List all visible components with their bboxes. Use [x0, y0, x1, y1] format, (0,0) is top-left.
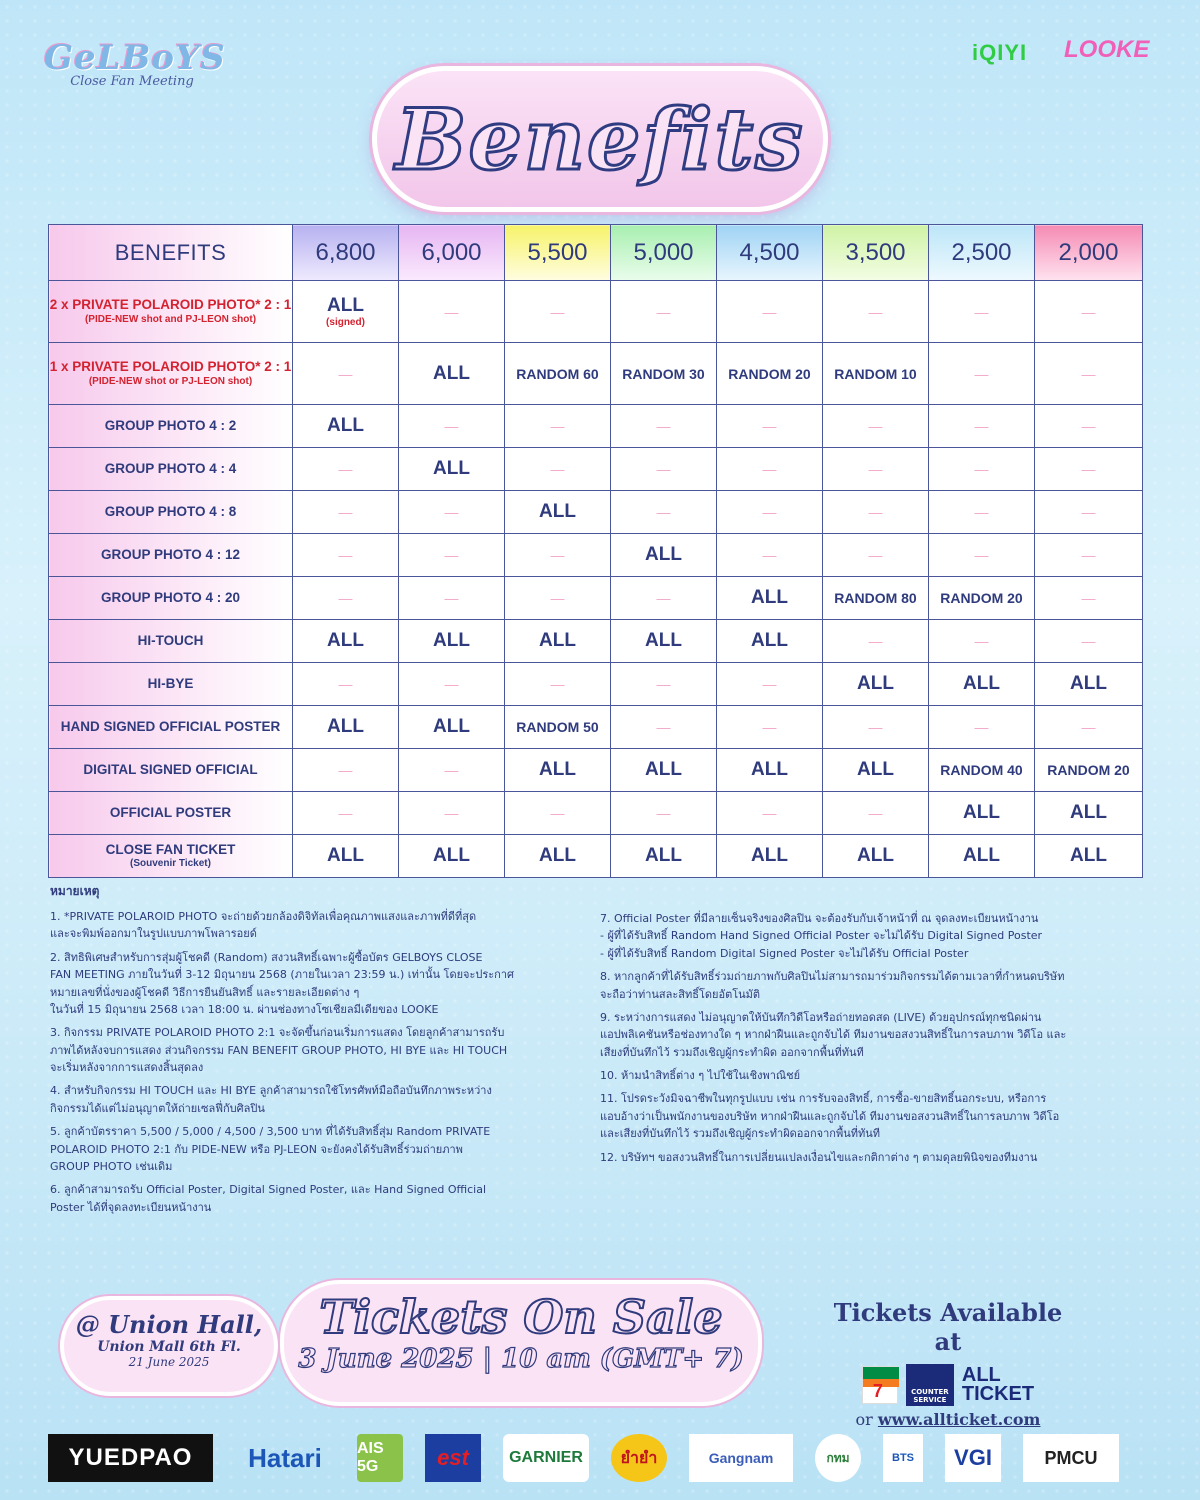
- benefit-cell: —: [293, 448, 399, 491]
- notes-title: หมายเหตุ: [50, 884, 100, 898]
- benefit-cell: —: [293, 792, 399, 835]
- benefit-cell: RANDOM 80: [823, 577, 929, 620]
- table-body: [49, 281, 1143, 878]
- benefit-cell: —: [823, 281, 929, 343]
- sponsor-logo-yumyum: ยำยำ: [611, 1434, 667, 1482]
- note-item: 6. ลูกค้าสามารถรับ Official Poster, Digital Signed Poster, และ Hand Signed Official Poster ได้ที่จุดลงทะเบียนหน้างาน: [50, 1183, 487, 1214]
- benefit-cell: RANDOM 50: [505, 706, 611, 749]
- benefit-cell: ALL: [717, 835, 823, 878]
- benefit-cell: —: [399, 792, 505, 835]
- benefit-cell: —: [399, 281, 505, 343]
- benefit-cell: —: [293, 749, 399, 792]
- benefit-cell: ALL: [929, 792, 1035, 835]
- benefits-table: [48, 224, 1143, 878]
- price-header: 6,800: [293, 225, 399, 281]
- notes-left-column: [50, 908, 560, 1222]
- benefit-cell: —: [717, 405, 823, 448]
- benefit-cell: —: [611, 792, 717, 835]
- benefit-cell: ALL: [823, 749, 929, 792]
- benefit-cell: —: [611, 663, 717, 706]
- benefit-cell: —: [1035, 577, 1143, 620]
- table-row: [49, 577, 1143, 620]
- benefits-header: BENEFITS: [49, 225, 293, 281]
- benefit-cell: ALL (signed): [293, 281, 399, 343]
- benefit-label: DIGITAL SIGNED OFFICIAL: [49, 749, 293, 792]
- sponsor-logo-yuedpao: YUEDPAO: [48, 1434, 213, 1482]
- price-header: 6,000: [399, 225, 505, 281]
- benefit-cell: —: [929, 405, 1035, 448]
- page-title: Benefits: [372, 66, 828, 212]
- note-item: 3. กิจกรรม PRIVATE POLAROID PHOTO 2:1 จะจัดขึ้นก่อนเริ่มการแสดง โดยลูกค้าสามารถรับ ภาพได้หลังจบการแสดง ส่วนกิจกรรม FAN BENEFIT GROUP PHOTO, HI BYE และ HI TOUCH จะเริ่มหลังจากการแสดงสิ้นสุดลง: [50, 1026, 508, 1074]
- benefit-cell: RANDOM 30: [611, 343, 717, 405]
- note-item: 12. บริษัทฯ ขอสงวนสิทธิ์ในการเปลี่ยนแปลงเงื่อนไขและกติกาต่าง ๆ ตามดุลยพินิจของทีมงาน: [600, 1150, 1038, 1164]
- benefit-cell: RANDOM 20: [1035, 749, 1143, 792]
- gelboys-logo: GeLBoYS Close Fan Meeting: [44, 38, 226, 89]
- benefit-cell: RANDOM 60: [505, 343, 611, 405]
- benefit-cell: ALL: [399, 835, 505, 878]
- benefit-cell: ALL: [1035, 835, 1143, 878]
- benefit-cell: ALL: [611, 835, 717, 878]
- sponsor-bar: [48, 1430, 1148, 1486]
- benefit-cell: ALL: [823, 835, 929, 878]
- tickets-on-sale-badge: Tickets On Sale 3 June 2025 | 10 am (GMT+ 7): [280, 1280, 762, 1406]
- benefit-cell: RANDOM 10: [823, 343, 929, 405]
- benefit-cell: ALL: [399, 343, 505, 405]
- benefit-cell: —: [1035, 620, 1143, 663]
- benefit-cell: —: [293, 534, 399, 577]
- benefit-cell: ALL: [717, 577, 823, 620]
- benefit-cell: —: [929, 620, 1035, 663]
- sponsor-logo-pmcu: PMCU: [1023, 1434, 1119, 1482]
- benefit-cell: —: [1035, 491, 1143, 534]
- benefit-cell: —: [505, 405, 611, 448]
- or-text: or: [855, 1410, 873, 1429]
- benefit-cell: —: [1035, 281, 1143, 343]
- sponsor-logo-hatari: Hatari: [248, 1442, 322, 1473]
- note-item: 1. *PRIVATE POLAROID PHOTO จะถ่ายด้วยกล้องดิจิทัลเพื่อคุณภาพแสงและภาพที่ดีที่สุด และจะพิมพ์ออกมาในรูปแบบภาพโพลารอยด์: [50, 910, 477, 941]
- benefit-cell: —: [611, 448, 717, 491]
- benefit-cell: ALL: [717, 620, 823, 663]
- counter-service-logo: COUNTER SERVICE: [906, 1364, 954, 1406]
- benefit-label: GROUP PHOTO 4 : 20: [49, 577, 293, 620]
- sponsor-logo-gangnam: Gangnam: [689, 1434, 793, 1482]
- price-header: 5,000: [611, 225, 717, 281]
- benefit-cell: —: [505, 534, 611, 577]
- note-item: 10. ห้ามนำสิทธิ์ต่าง ๆ ไปใช้ในเชิงพาณิชย์: [600, 1069, 801, 1082]
- benefit-cell: ALL: [1035, 792, 1143, 835]
- benefit-label: GROUP PHOTO 4 : 8: [49, 491, 293, 534]
- benefit-cell: —: [717, 448, 823, 491]
- benefit-cell: —: [1035, 405, 1143, 448]
- benefit-cell: —: [929, 491, 1035, 534]
- benefit-cell: —: [399, 405, 505, 448]
- benefit-cell: —: [611, 577, 717, 620]
- table-row: [49, 405, 1143, 448]
- benefit-cell: ALL: [929, 663, 1035, 706]
- benefit-cell: ALL: [505, 835, 611, 878]
- table-row: [49, 534, 1143, 577]
- benefit-cell: —: [823, 534, 929, 577]
- benefit-cell: —: [823, 792, 929, 835]
- benefit-cell: ALL: [929, 835, 1035, 878]
- benefit-cell: —: [505, 792, 611, 835]
- table-row: [49, 343, 1143, 405]
- benefit-cell: —: [505, 663, 611, 706]
- price-header: 2,000: [1035, 225, 1143, 281]
- note-item: 2. สิทธิพิเศษสำหรับการสุ่มผู้โชคดี (Random) สงวนสิทธิ์เฉพาะผู้ซื้อบัตร GELBOYS CLOSE FAN MEETING ภายในวันที่ 3-12 มิถุนายน 2568 (ภายในเวลา 23:59 น.) เท่านั้น โดยจะประกาศ หมายเลขที่นั่งของผู้โชคดี วิธีการยืนยันสิทธิ์ และรายละเอียดต่าง ๆ ในวันที่ 15 มิถุนายน 2568 เวลา 18:00 น. ผ่านช่องทางโซเชียลมีเดียของ LOOKE: [50, 950, 514, 1016]
- table-header-row: [49, 225, 1143, 281]
- benefit-cell: —: [293, 491, 399, 534]
- benefit-cell: ALL: [611, 534, 717, 577]
- notes-right-column: [600, 910, 1140, 1172]
- table-row: [49, 448, 1143, 491]
- benefit-cell: ALL: [293, 405, 399, 448]
- price-header: 3,500: [823, 225, 929, 281]
- benefit-cell: —: [611, 706, 717, 749]
- note-item: 7. Official Poster ที่มีลายเซ็นจริงของศิลปิน จะต้องรับกับเจ้าหน้าที่ ณ จุดลงทะเบียนหน้างาน - ผู้ที่ได้รับสิทธิ์ Random Hand Signed Official Poster จะไม่ได้รับ Digital Signed Poster - ผู้ที่ได้รับสิทธิ์ Random Digital Signed Poster จะไม่ได้รับ Official Poster: [600, 912, 1043, 960]
- benefit-cell: —: [929, 534, 1035, 577]
- benefit-cell: —: [1035, 706, 1143, 749]
- benefit-cell: ALL: [505, 491, 611, 534]
- benefit-cell: —: [929, 448, 1035, 491]
- benefit-cell: ALL: [1035, 663, 1143, 706]
- benefit-label: HAND SIGNED OFFICIAL POSTER: [49, 706, 293, 749]
- benefit-label: GROUP PHOTO 4 : 12: [49, 534, 293, 577]
- table-row: [49, 749, 1143, 792]
- benefit-cell: RANDOM 20: [717, 343, 823, 405]
- allticket-logo: ALL TICKET: [961, 1364, 1035, 1405]
- table-row: [49, 491, 1143, 534]
- benefit-cell: —: [611, 281, 717, 343]
- benefit-cell: —: [293, 663, 399, 706]
- benefit-cell: —: [293, 343, 399, 405]
- table-row: [49, 663, 1143, 706]
- benefit-cell: ALL: [399, 706, 505, 749]
- table-row: [49, 620, 1143, 663]
- benefit-label: 1 x PRIVATE POLAROID PHOTO* 2 : 1 (PIDE-NEW shot or PJ-LEON shot): [49, 343, 293, 405]
- benefit-cell: —: [717, 491, 823, 534]
- benefit-cell: RANDOM 20: [929, 577, 1035, 620]
- benefit-cell: —: [823, 448, 929, 491]
- note-item: 4. สำหรับกิจกรรม HI TOUCH และ HI BYE ลูกค้าสามารถใช้โทรศัพท์มือถือบันทึกภาพระหว่าง กิจกรรมได้แต่ไม่อนุญาตให้ถ่ายเซลฟี่กับศิลปิน: [50, 1084, 492, 1115]
- benefit-label: GROUP PHOTO 4 : 4: [49, 448, 293, 491]
- benefit-cell: —: [823, 491, 929, 534]
- table-row: [49, 281, 1143, 343]
- sponsor-logo-bts: BTS: [883, 1434, 923, 1482]
- price-header: 2,500: [929, 225, 1035, 281]
- benefit-cell: ALL: [293, 706, 399, 749]
- looke-logo: LOOKE: [1064, 36, 1150, 63]
- note-item: 8. หากลูกค้าที่ได้รับสิทธิ์ร่วมถ่ายภาพกับศิลปินไม่สามารถมาร่วมกิจกรรมได้ตามเวลาที่กำหนดบริษัท จะถือว่าท่านสละสิทธิ์โดยอัตโนมัติ: [600, 970, 1065, 1001]
- benefit-cell: —: [717, 706, 823, 749]
- benefit-label: OFFICIAL POSTER: [49, 792, 293, 835]
- benefit-cell: ALL: [505, 620, 611, 663]
- benefit-cell: ALL: [399, 448, 505, 491]
- benefit-cell: —: [293, 577, 399, 620]
- note-item: 5. ลูกค้าบัตรราคา 5,500 / 5,000 / 4,500 / 3,500 บาท ที่ได้รับสิทธิ์สุ่ม Random PRIVATE POLAROID PHOTO 2:1 กับ PIDE-NEW หรือ PJ-LEON จะยังคงได้รับสิทธิ์ร่วมถ่ายภาพ GROUP PHOTO เช่นเดิม: [50, 1125, 491, 1173]
- seven-eleven-logo: 7: [862, 1366, 898, 1404]
- benefit-cell: —: [929, 343, 1035, 405]
- benefit-cell: ALL: [293, 835, 399, 878]
- benefit-label: HI-TOUCH: [49, 620, 293, 663]
- benefit-cell: —: [929, 706, 1035, 749]
- benefit-cell: —: [399, 663, 505, 706]
- benefit-cell: ALL: [611, 620, 717, 663]
- benefit-cell: ALL: [717, 749, 823, 792]
- benefit-cell: —: [505, 448, 611, 491]
- benefit-cell: ALL: [823, 663, 929, 706]
- sponsor-logo-garnier: GARNIER: [503, 1434, 589, 1482]
- benefit-cell: ALL: [293, 620, 399, 663]
- allticket-link[interactable]: www.allticket.com: [877, 1410, 1041, 1429]
- table-row: [49, 792, 1143, 835]
- note-item: 9. ระหว่างการแสดง ไม่อนุญาตให้บันทึกวิดีโอหรือถ่ายทอดสด (LIVE) ด้วยอุปกรณ์ทุกชนิดผ่าน แอปพลิเคชันหรือช่องทางใด ๆ หากฝ่าฝืนและถูกจับได้ ทีมงานขอสงวนสิทธิ์ในการลบภาพ วิดีโอ และ เสียงที่บันทึกไว้ รวมถึงเชิญผู้กระทำผิด ออกจากพื้นที่ทันที: [600, 1010, 1067, 1059]
- price-header: 5,500: [505, 225, 611, 281]
- table-row: [49, 835, 1143, 878]
- benefit-cell: —: [823, 405, 929, 448]
- benefit-label: HI-BYE: [49, 663, 293, 706]
- tickets-available-section: Tickets Available at 7 COUNTER SERVICE ALL TICKET or www.allticket.com: [833, 1298, 1063, 1429]
- benefit-cell: ALL: [505, 749, 611, 792]
- price-header: 4,500: [717, 225, 823, 281]
- benefit-cell: —: [611, 405, 717, 448]
- benefit-cell: —: [1035, 534, 1143, 577]
- sponsor-logo-vgi: VGI: [945, 1434, 1001, 1482]
- benefit-cell: —: [611, 491, 717, 534]
- benefit-cell: —: [399, 491, 505, 534]
- benefit-cell: —: [1035, 448, 1143, 491]
- benefit-cell: —: [823, 620, 929, 663]
- benefit-cell: ALL: [399, 620, 505, 663]
- benefit-label: CLOSE FAN TICKET (Souvenir Ticket): [49, 835, 293, 878]
- sponsor-logo-ais: AIS 5G: [357, 1434, 403, 1482]
- benefit-cell: —: [505, 577, 611, 620]
- benefit-cell: RANDOM 40: [929, 749, 1035, 792]
- table-row: [49, 706, 1143, 749]
- benefit-cell: —: [399, 534, 505, 577]
- benefit-cell: —: [717, 281, 823, 343]
- benefit-label: GROUP PHOTO 4 : 2: [49, 405, 293, 448]
- note-item: 11. โปรดระวังมิจฉาชีพในทุกรูปแบบ เช่น การรับจองสิทธิ์, การซื้อ-ขายสิทธิ์นอกระบบ, หรือการ แอบอ้างว่าเป็นพนักงานของบริษัท หากฝ่าฝืนและถูกจับได้ ทีมงานขอสงวนสิทธิ์ในการลบภาพ วิดีโอ และเสียงที่บันทึกไว้ รวมถึงเชิญผู้กระทำผิดออกจากพื้นที่ทันที: [600, 1092, 1060, 1141]
- benefit-cell: —: [717, 663, 823, 706]
- sponsor-logo-est: est: [425, 1434, 481, 1482]
- venue-badge: @ Union Hall, Union Mall 6th Fl. 21 June 2025: [60, 1296, 278, 1396]
- benefit-cell: —: [717, 534, 823, 577]
- benefit-cell: —: [717, 792, 823, 835]
- sponsor-logo-bma: กทม: [815, 1434, 861, 1482]
- benefit-cell: —: [823, 706, 929, 749]
- benefit-cell: —: [399, 749, 505, 792]
- benefit-cell: —: [505, 281, 611, 343]
- benefit-label: 2 x PRIVATE POLAROID PHOTO* 2 : 1 (PIDE-NEW shot and PJ-LEON shot): [49, 281, 293, 343]
- iqiyi-logo: iQIYI: [972, 40, 1028, 65]
- benefit-cell: —: [399, 577, 505, 620]
- benefit-cell: —: [929, 281, 1035, 343]
- benefit-cell: ALL: [611, 749, 717, 792]
- benefit-cell: —: [1035, 343, 1143, 405]
